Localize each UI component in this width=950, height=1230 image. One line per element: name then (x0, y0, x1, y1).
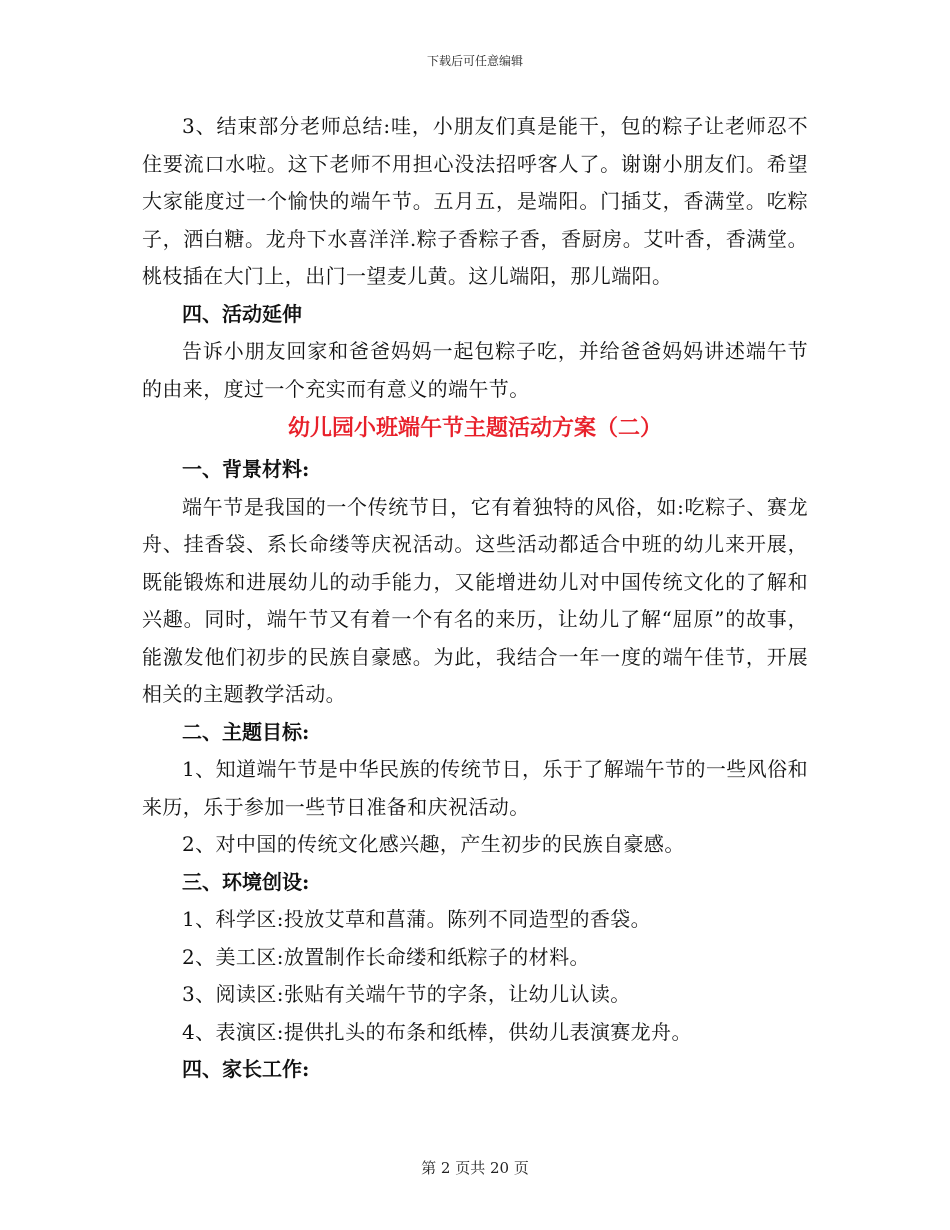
heading-parents: 四、家长工作: (182, 1057, 310, 1081)
paragraph-extension: 告诉小朋友回家和爸爸妈妈一起包粽子吃，并给爸爸妈妈讲述端午节的由来，度过一个充实而有意义的端午节。 (142, 339, 808, 401)
page-footer: 第 2 页共 20 页 (421, 1159, 529, 1177)
paragraph-env-art: 2、美工区:放置制作长命缕和纸粽子的材料。 (182, 944, 590, 969)
paragraph-env-reading: 3、阅读区:张贴有关端午节的字条，让幼儿认读。 (182, 982, 631, 1006)
paragraph-closing-summary: 3、结束部分老师总结:哇，小朋友们真是能干，包的粽子让老师忍不住要流口水啦。这下老师不用担心没法招呼客人了。谢谢小朋友们。希望大家能度过一个愉快的端午节。五月五，是端阳。门插艾，香满堂。吃粽子，洒白糖。龙舟下水喜洋洋.粽子香粽子香，香厨房。艾叶香，香满堂。桃枝插在大门上，出门一望麦儿黄。这儿端阳，那儿端阳。 (142, 114, 808, 288)
paragraph-goal-1: 1、知道端午节是中华民族的传统节日，乐于了解端午节的一些风俗和来历，乐于参加一些节日准备和庆祝活动。 (142, 757, 808, 819)
paragraph-background: 端午节是我国的一个传统节日，它有着独特的风俗，如:吃粽子、赛龙舟、挂香袋、系长命缕等庆祝活动。这些活动都适合中班的幼儿来开展，既能锻炼和进展幼儿的动手能力，又能增进幼儿对中国传统文化的了解和兴趣。同时，端午节又有着一个有名的来历，让幼儿了解“屈原”的故事，能激发他们初步的民族自豪感。为此，我结合一年一度的端午佳节，开展相关的主题教学活动。 (142, 494, 808, 706)
document-body (142, 108, 808, 1089)
page-header: 下载后可任意编辑 (426, 54, 523, 68)
heading-activity-extension: 四、活动延伸 (182, 301, 302, 326)
paragraph-env-performance: 4、表演区:提供扎头的布条和纸棒，供幼儿表演赛龙舟。 (182, 1019, 692, 1044)
heading-goals: 二、主题目标: (182, 719, 310, 744)
heading-background: 一、背景材料: (182, 457, 310, 481)
heading-environment: 三、环境创设: (182, 869, 310, 894)
paragraph-goal-2: 2、对中国的传统文化感兴趣，产生初步的民族自豪感。 (182, 832, 685, 856)
section-title: 幼儿园小班端午节主题活动方案（二） (287, 416, 662, 441)
paragraph-env-science: 1、科学区:投放艾草和菖蒲。陈列不同造型的香袋。 (182, 907, 652, 931)
